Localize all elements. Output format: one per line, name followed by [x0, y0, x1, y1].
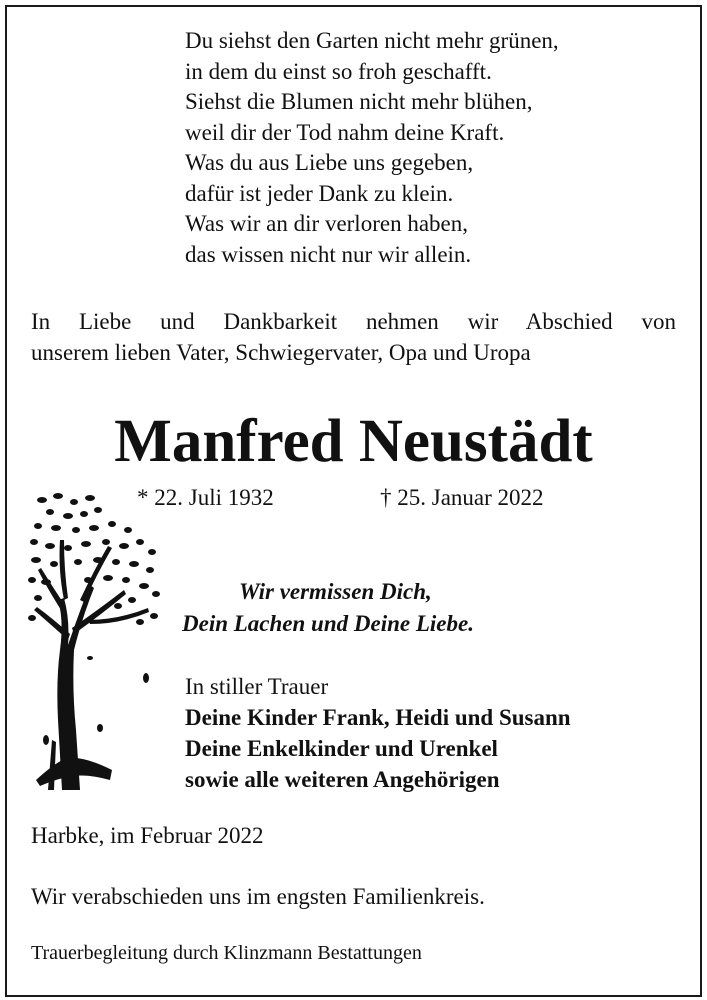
mourners-block	[185, 671, 685, 795]
poem-line: dafür ist jeder Dank zu klein.	[185, 180, 454, 206]
poem-line: Du siehst den Garten nicht mehr grünen,	[185, 28, 559, 53]
tree-icon	[28, 490, 163, 790]
poem-line: weil dir der Tod nahm deine Kraft.	[185, 119, 505, 145]
intro-line-2: unserem lieben Vater, Schwiegervater, Opa und Uropa	[31, 340, 531, 365]
poem-line: Was wir an dir verloren haben,	[185, 211, 468, 236]
remembrance-line-2: Dein Lachen und Deine Liebe.	[182, 611, 474, 636]
undertaker-credit: Trauerbegleitung durch Klinzmann Bestattungen	[31, 942, 422, 964]
poem	[185, 26, 655, 270]
remembrance-line-1: Wir vermissen Dich,	[239, 579, 432, 604]
poem-line: in dem du einst so froh geschafft.	[185, 58, 492, 84]
birth-date: * 22. Juli 1932	[137, 485, 274, 510]
mourner-line: sowie alle weiteren Angehörigen	[185, 767, 500, 792]
mourner-line: Deine Enkelkinder und Urenkel	[185, 736, 498, 761]
remembrance-text	[182, 576, 542, 640]
death-date: † 25. Januar 2022	[380, 485, 544, 510]
intro-text	[31, 306, 676, 368]
deceased-name: Manfred Neustädt	[114, 408, 593, 475]
poem-line: Siehst die Blumen nicht mehr blühen,	[185, 89, 533, 114]
mourner-line: Deine Kinder Frank, Heidi und Susann	[185, 705, 571, 730]
poem-line: das wissen nicht nur wir allein.	[185, 241, 472, 267]
place-date: Harbke, im Februar 2022	[31, 823, 264, 848]
mourners-heading: In stiller Trauer	[185, 674, 329, 699]
intro-line-1: In Liebe und Dankbarkeit nehmen wir Abschied von	[31, 309, 676, 334]
poem-line: Was du aus Liebe uns gegeben,	[185, 150, 474, 175]
farewell-note: Wir verabschieden uns im engsten Familienkreis.	[31, 884, 485, 909]
